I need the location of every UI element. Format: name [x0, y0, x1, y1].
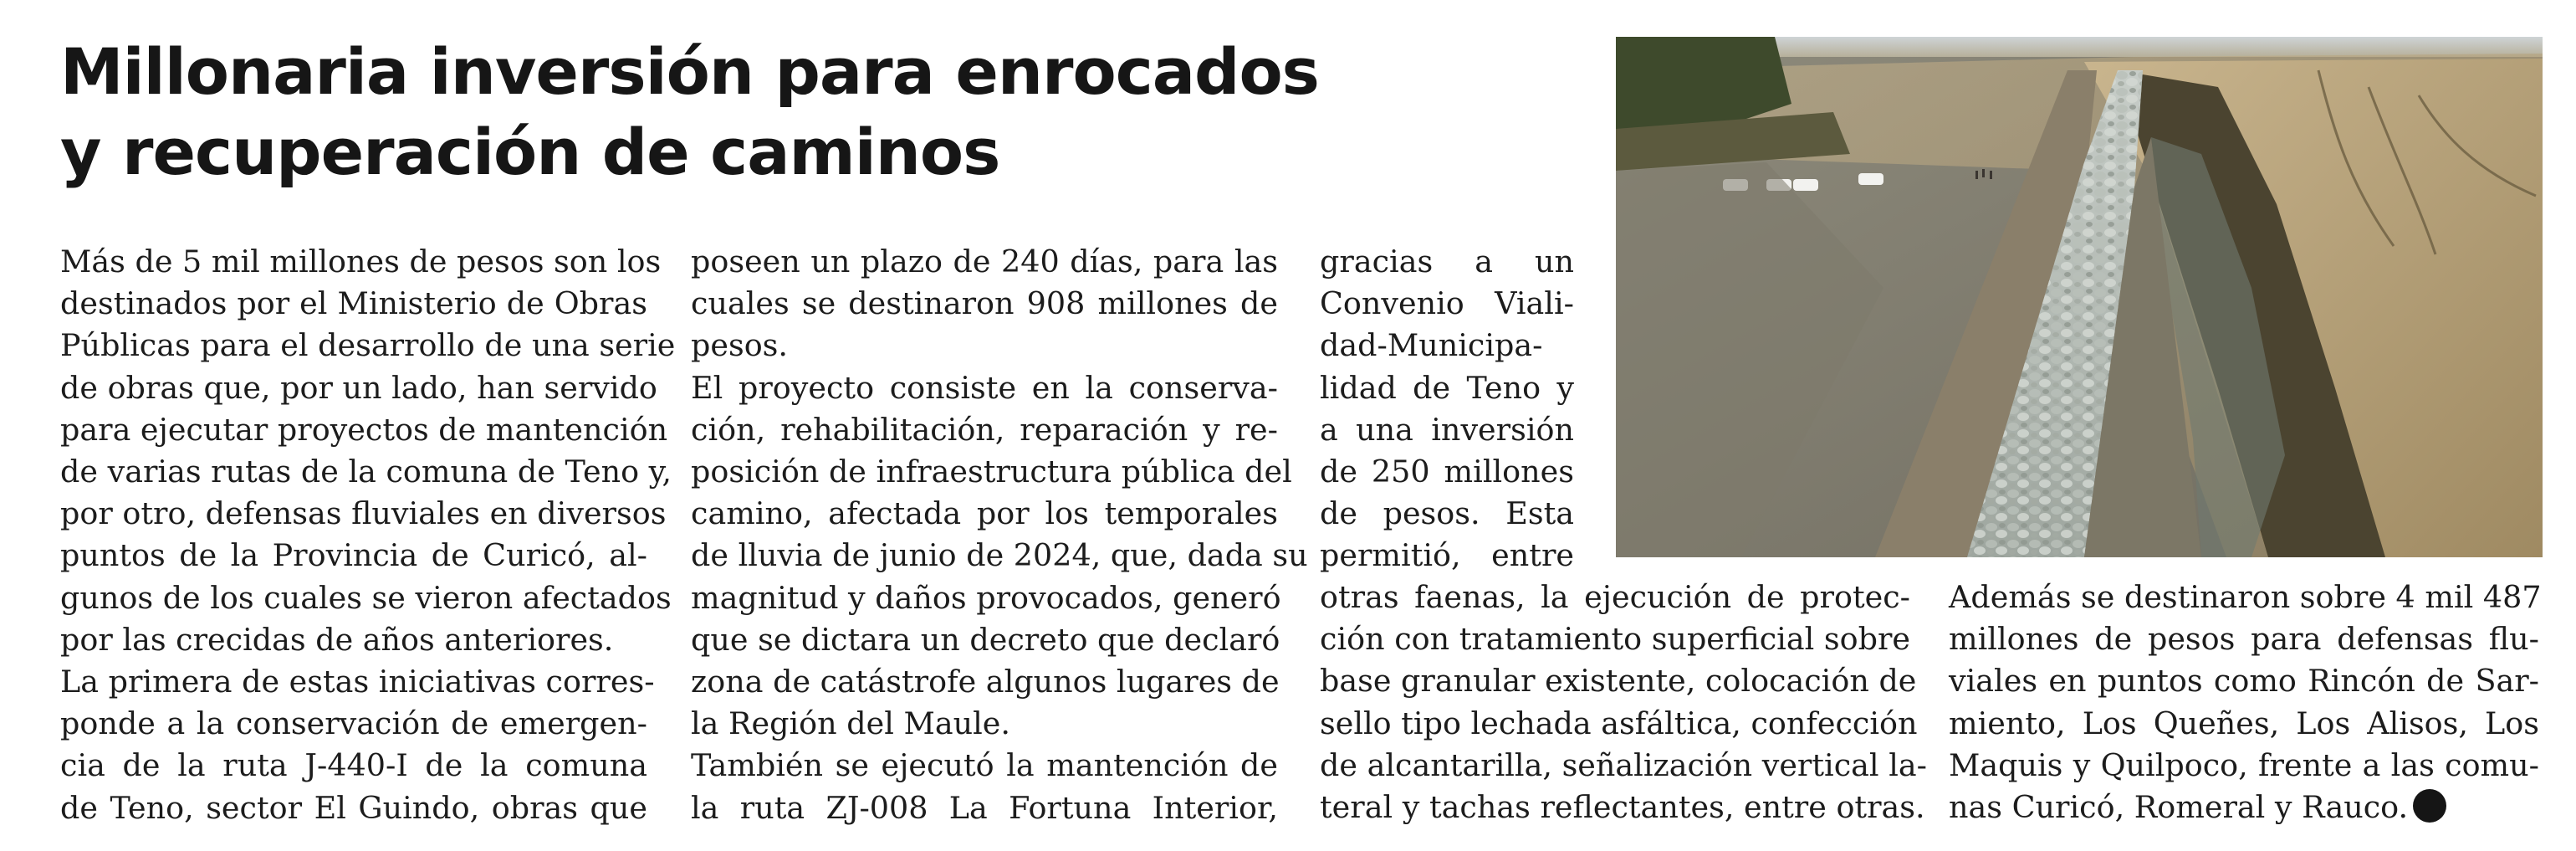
text-line: la ruta ZJ-008 La Fortuna Interior, [691, 789, 1278, 826]
text-line: pesos. [691, 327, 789, 364]
text-line: cia de la ruta J-440-I de la comuna [60, 747, 647, 784]
text-line: zona de catástrofe algunos lugares de [691, 664, 1280, 700]
article-column-1 [60, 241, 676, 829]
text-line: la Región del Maule. [691, 705, 1011, 742]
text-line: puntos de la Provincia de Curicó, al- [60, 537, 647, 574]
text-line: Más de 5 mil millones de pesos son los [60, 244, 662, 279]
text-line: de lluvia de junio de 2024, que, dada su [691, 537, 1308, 574]
aerial-riverbank-rock-defense-photo [1616, 37, 2543, 557]
text-line: Además se destinaron sobre 4 mil 487 [1949, 579, 2542, 615]
text-line: sello tipo lechada asfáltica, confección [1320, 705, 1918, 741]
text-line: a una inversión [1320, 411, 1574, 448]
paragraph-second-route-cont [1320, 241, 1574, 577]
text-line: gunos de los cuales se vieron afectados [60, 579, 672, 616]
text-line: por las crecidas de años anteriores. [60, 621, 614, 658]
paragraph-river-defenses [1949, 577, 2542, 828]
paragraph-intro [60, 241, 676, 661]
text-line: otras faenas, la ejecución de protec- [1320, 579, 1910, 615]
text-line: La primera de estas iniciativas corres- [60, 664, 655, 700]
text-line: ponde a la conservación de emergen- [60, 705, 647, 742]
paragraph-second-route-end [1320, 577, 1927, 828]
text-line: permitió, entre [1320, 537, 1574, 574]
text-line: poseen un plazo de 240 días, para las [691, 244, 1278, 279]
text-line: Convenio Viali- [1320, 285, 1574, 322]
text-line: gracias a un [1320, 244, 1574, 279]
text-line-last [1949, 787, 2539, 828]
text-line: viales en puntos como Rincón de Sar- [1949, 663, 2539, 700]
text-line: de pesos. Esta [1320, 495, 1574, 532]
text-line: de Teno, sector El Guindo, obras que [60, 789, 647, 826]
text-line: que se dictara un decreto que declaró [691, 621, 1280, 658]
article-column-3-narrow [1320, 241, 1574, 577]
text-line: miento, Los Queñes, Los Alisos, Los [1949, 705, 2539, 741]
text-line: para ejecutar proyectos de mantención [60, 411, 668, 448]
paragraph-first-initiative-cont [691, 241, 1278, 367]
text-line: ción, rehabilitación, reparación y re- [691, 411, 1278, 448]
headline-line-2: y recuperación de caminos [60, 115, 1000, 189]
text-line: de varias rutas de la comuna de Teno y, [60, 454, 672, 490]
article-column-2 [691, 241, 1308, 829]
text-line: El proyecto consiste en la conserva- [691, 369, 1278, 406]
paragraph-first-initiative [60, 661, 655, 829]
article-photo [1616, 37, 2543, 557]
text-line: También se ejecutó la mantención de [691, 747, 1278, 784]
text-line: camino, afectada por los temporales [691, 495, 1278, 532]
article-end-dot-icon [2413, 789, 2446, 823]
text-line: ción con tratamiento superficial sobre [1320, 621, 1910, 658]
text-line: de obras que, por un lado, han servido [60, 369, 657, 406]
text-line: de alcantarilla, señalización vertical la- [1320, 746, 1927, 783]
paragraph-project [691, 367, 1308, 746]
text-line: dad-Municipa- [1320, 327, 1543, 364]
text-line: base granular existente, colocación de [1320, 663, 1917, 700]
text-line: magnitud y daños provocados, generó [691, 579, 1281, 616]
closing-text: nas Curicó, Romeral y Rauco. [1949, 789, 2409, 826]
headline-line-1: Millonaria inversión para enrocados [60, 34, 1319, 109]
text-line: millones de pesos para defensas flu- [1949, 621, 2539, 658]
text-line: posición de infraestructura pública del [691, 454, 1292, 490]
article-headline [60, 32, 1532, 192]
text-line: Públicas para el desarrollo de una serie [60, 327, 676, 364]
text-line: destinados por el Ministerio de Obras [60, 285, 647, 322]
text-line: de 250 millones [1320, 454, 1574, 490]
text-line: lidad de Teno y [1320, 369, 1574, 406]
paragraph-second-route [691, 745, 1278, 828]
text-line: por otro, defensas fluviales en diversos [60, 495, 667, 532]
text-line: teral y tachas reflectantes, entre otras. [1320, 789, 1925, 826]
article-column-4 [1949, 577, 2542, 828]
text-line: Maquis y Quilpoco, frente a las comu- [1949, 746, 2539, 783]
text-line: cuales se destinaron 908 millones de [691, 285, 1278, 322]
article-column-3-wide [1320, 577, 1927, 828]
